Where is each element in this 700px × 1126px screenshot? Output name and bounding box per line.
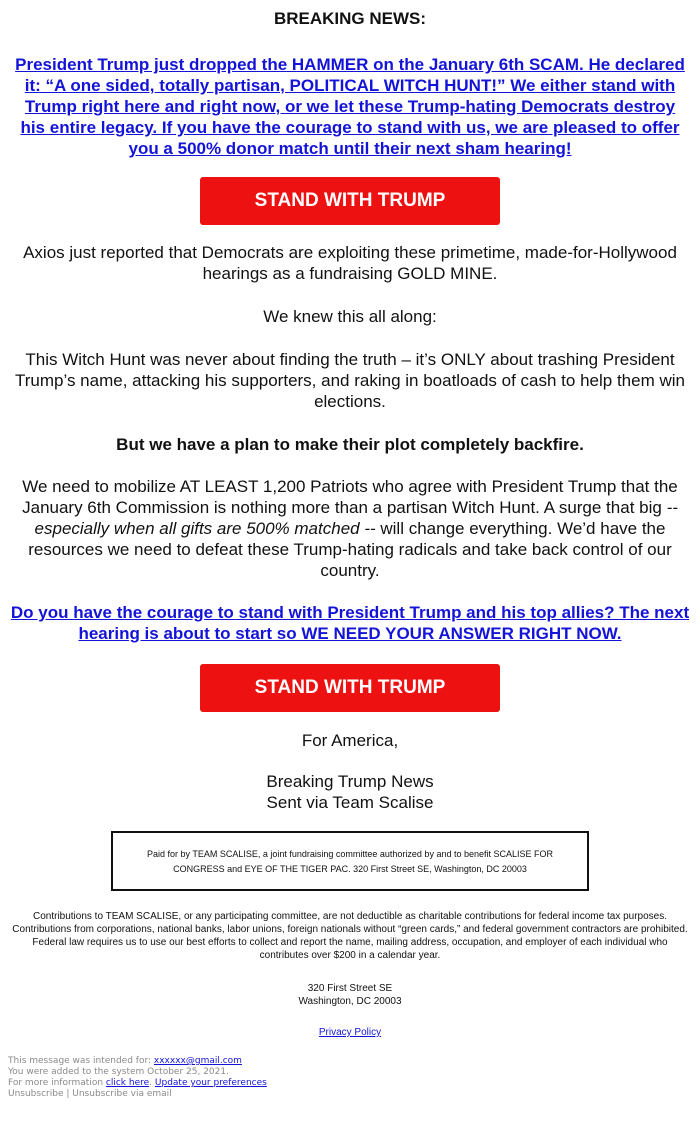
paid-for-disclaimer-box bbox=[111, 831, 589, 891]
signoff-name: Breaking Trump News bbox=[266, 772, 434, 791]
footer-intended-text: This message was intended for: bbox=[8, 1056, 154, 1066]
courage-donate-link[interactable]: Do you have the courage to stand with President Trump and his top allies? The next hearing is about to start so WE NEED YOUR ANSWER RIGHT NOW. bbox=[10, 603, 690, 643]
footer-separator: . bbox=[149, 1078, 155, 1088]
footer-unsubscribe-line bbox=[8, 1089, 700, 1100]
paragraph-knew: We knew this all along: bbox=[263, 307, 437, 326]
footer-click-here-link[interactable]: click here bbox=[105, 1078, 150, 1088]
paragraph-witch-hunt: This Witch Hunt was never about finding the truth – it’s ONLY about trashing President Trump’s name, attacking his supporters, and raking in boatloads of cash to help them win elections. bbox=[15, 350, 685, 411]
footer-intended-line bbox=[8, 1056, 700, 1067]
mobilize-text-match: -- especially when all gifts are 500% matched -- bbox=[34, 498, 678, 538]
footer-more-info-text: For more information bbox=[8, 1078, 106, 1088]
stand-with-trump-button-2[interactable]: STAND WITH TRUMP bbox=[200, 664, 500, 712]
signoff-closing: For America, bbox=[301, 731, 399, 750]
privacy-policy-link[interactable]: Privacy Policy bbox=[318, 1027, 382, 1038]
paragraph-axios: Axios just reported that Democrats are exploiting these primetime, made-for-Hollywood hearings as a fundraising GOLD MINE. bbox=[23, 243, 677, 283]
stand-with-trump-button[interactable]: STAND WITH TRUMP bbox=[200, 177, 500, 225]
privacy-policy-row bbox=[10, 1026, 690, 1039]
footer-unsubscribe-email-link[interactable]: Unsubscribe via email bbox=[72, 1089, 172, 1099]
address-line-1: 320 First Street SE bbox=[307, 983, 393, 994]
signoff-sent: Sent via Team Scalise bbox=[266, 793, 434, 812]
lead-donate-link[interactable]: President Trump just dropped the HAMMER on the January 6th SCAM. He declared it: “A one sided, totally partisan, POLITICAL WITCH HUNT!” We either stand with Trump right here and right now, or we let these Trump-hating Democrats destroy his entire legacy. If you have the courage to stand with us, we are pleased to offer you a 500% donor match until their next sham hearing! bbox=[15, 55, 685, 158]
footer-unsubscribe-link[interactable]: Unsubscribe bbox=[8, 1089, 64, 1099]
footer-added-line: You were added to the system October 25, 2021. bbox=[8, 1067, 229, 1077]
breaking-news-heading: BREAKING NEWS: bbox=[273, 9, 427, 28]
footer-email-link[interactable]: xxxxxx@gmail.com bbox=[153, 1056, 242, 1066]
paragraph-mobilize bbox=[10, 476, 690, 581]
paid-for-disclaimer-text: Paid for by TEAM SCALISE, a joint fundraising committee authorized by and to benefit SCALISE FOR CONGRESS and EYE OF THE TIGER PAC. 320 First Street SE, Washington, DC 20003 bbox=[146, 849, 554, 874]
footer bbox=[8, 1056, 700, 1100]
mobilize-text-a: We need to mobilize AT LEAST 1,200 Patriots who agree with President Trump that the January 6th Commission is nothing more than a partisan Witch Hunt. A surge that big bbox=[22, 477, 678, 517]
footer-more-info-line bbox=[8, 1078, 700, 1089]
mobilize-text-c: will change everything. We’d have the resources we need to defeat these Trump-hating radicals and take back control of our country. bbox=[28, 519, 672, 580]
address-line-2: Washington, DC 20003 bbox=[298, 996, 402, 1007]
footer-update-preferences-link[interactable]: Update your preferences bbox=[154, 1078, 267, 1088]
paragraph-plan: But we have a plan to make their plot completely backfire. bbox=[116, 435, 584, 454]
footer-pipe: | bbox=[63, 1089, 73, 1099]
legal-notice: Contributions to TEAM SCALISE, or any participating committee, are not deductible as charitable contributions for federal income tax purposes. Contributions from corporations, national banks, labor unions, foreign nationals without “green cards,” and federal government contractors are prohibited. Federal law requires us to use our best efforts to collect and report the name, mailing address, occupation, and employer of each individual who contributes over $200 in a calendar year. bbox=[12, 911, 688, 961]
